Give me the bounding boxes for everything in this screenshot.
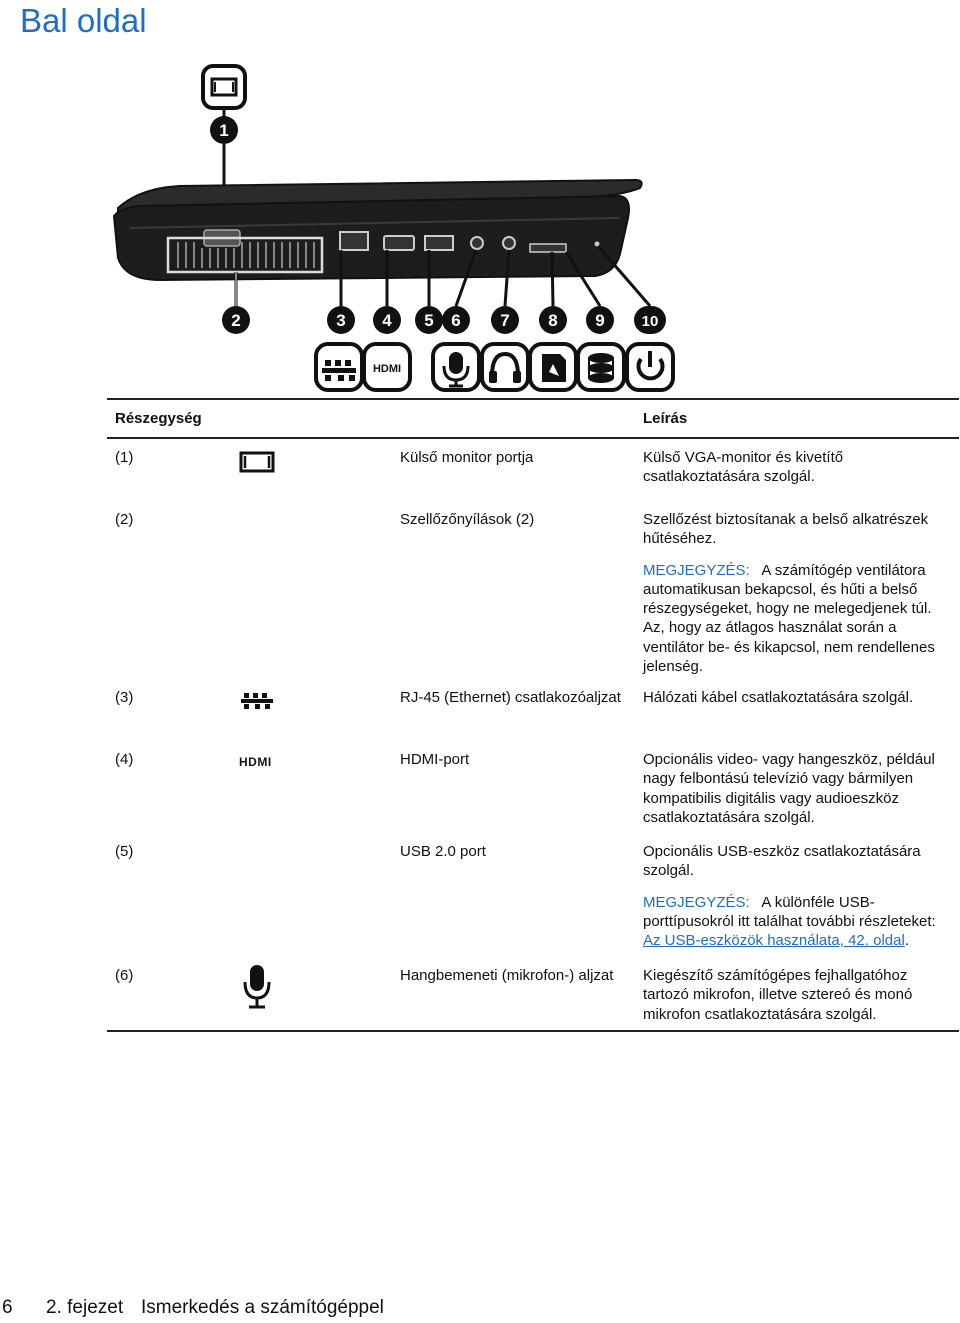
note-label: MEGJEGYZÉS: xyxy=(643,561,750,579)
page-title: Bal oldal xyxy=(20,2,147,39)
svg-text:9: 9 xyxy=(595,311,605,330)
component-name: Külső monitor portja xyxy=(400,449,534,466)
row-number: (6) xyxy=(115,967,134,984)
svg-text:3: 3 xyxy=(336,311,346,330)
component-description: Kiegészítő számítógépes fejhallgatóhoz tartozó mikrofon, illetve sztereó és monó mikrofon csatlakoztatására szolgál. xyxy=(643,967,913,1023)
note-text: A számítógép ventilátora automatikusan bekapcsol, és hűti a belső részegységeket, hogy ne melegedjenek túl. Az, hogy az átlagos használat során a ventilátor be- és kikapcsol, nem rendellenes jelenség. xyxy=(643,561,935,676)
svg-text:2: 2 xyxy=(231,311,241,330)
usb-devices-link[interactable]: Az USB-eszközök használata, 42. oldal xyxy=(643,932,905,950)
table-header xyxy=(107,398,959,439)
svg-text:7: 7 xyxy=(500,311,510,330)
table-row xyxy=(107,688,959,750)
svg-text:5: 5 xyxy=(424,311,434,330)
chapter-title: Ismerkedés a számítógéppel xyxy=(141,1297,384,1318)
table-row xyxy=(107,842,959,966)
component-description: Hálózati kábel csatlakoztatására szolgál. xyxy=(643,689,914,706)
component-name: USB 2.0 port xyxy=(400,843,486,860)
callout-10 xyxy=(634,306,666,334)
svg-text:4: 4 xyxy=(382,311,392,330)
callout-2 xyxy=(222,306,250,334)
svg-text:HDMI: HDMI xyxy=(372,363,402,375)
hdmi-icon: HDMI xyxy=(239,755,272,769)
component-name: Hangbemeneti (mikrofon-) aljzat xyxy=(400,967,614,984)
header-description: Leírás xyxy=(643,410,688,427)
network-icon xyxy=(316,344,362,390)
row-number: (3) xyxy=(115,689,134,706)
callout-9 xyxy=(586,306,614,334)
callout-1 xyxy=(210,116,238,144)
external-monitor-icon xyxy=(203,66,245,108)
components-table xyxy=(107,398,959,1032)
note-label: MEGJEGYZÉS: xyxy=(643,893,750,911)
table-row xyxy=(107,750,959,842)
component-description: Külső VGA-monitor és kivetítő csatlakoztatására szolgál. xyxy=(643,449,844,486)
callout-4 xyxy=(373,306,401,334)
sd-card-icon xyxy=(530,344,576,390)
row-number: (4) xyxy=(115,751,134,768)
page-number: 6 xyxy=(2,1297,13,1318)
microphone-icon xyxy=(433,344,479,390)
callout-3 xyxy=(327,306,355,334)
network-icon xyxy=(239,688,279,717)
note: MEGJEGYZÉS: A különféle USB-porttípusokról itt találhat további részleteket: Az USB-eszközök használata, 42. oldal. xyxy=(643,893,936,950)
component-name: Szellőzőnyílások (2) xyxy=(400,511,535,528)
svg-text:10: 10 xyxy=(641,313,659,330)
disk-activity-icon xyxy=(578,344,624,390)
component-name: RJ-45 (Ethernet) csatlakozóaljzat xyxy=(400,689,621,706)
callout-5 xyxy=(415,306,443,334)
component-description: Opcionális video- vagy hangeszköz, például nagy felbontású televízió vagy bármilyen kompatibilis digitális vagy audioeszköz csatlakoztatására szolgál. xyxy=(643,751,935,826)
callout-6 xyxy=(442,306,470,334)
external-monitor-icon xyxy=(239,448,279,479)
svg-text:6: 6 xyxy=(451,311,461,330)
callout-7 xyxy=(491,306,519,334)
power-icon xyxy=(627,344,673,390)
row-number: (2) xyxy=(115,511,134,528)
row-number: (5) xyxy=(115,843,134,860)
header-component: Részegység xyxy=(115,410,202,427)
component-description: Szellőzést biztosítanak a belső alkatrészek hűtéséhez. MEGJEGYZÉS: A számítógép ventilátora automatikusan bekapcsol, és hűti a belső részegységeket, hogy ne melegedjenek túl. Az, hogy az átlagos használat során a ventilátor be- és kikapcsol, nem rendellenes jelenség. xyxy=(643,510,948,688)
headphone-icon xyxy=(482,344,528,390)
table-row xyxy=(107,448,959,510)
table-row xyxy=(107,510,959,688)
microphone-icon xyxy=(239,966,279,1017)
chapter-label: 2. fejezet xyxy=(46,1297,124,1318)
laptop-left-side-illustration xyxy=(100,58,680,398)
callout-8 xyxy=(539,306,567,334)
table-row xyxy=(107,966,959,1030)
component-name: HDMI-port xyxy=(400,751,470,768)
hdmi-icon xyxy=(364,344,410,390)
svg-text:8: 8 xyxy=(548,311,558,330)
component-description: Opcionális USB-eszköz csatlakoztatására szolgál. MEGJEGYZÉS: A különféle USB-porttípusokról itt találhat további részleteket: Az USB-eszközök használata, 42. oldal. xyxy=(643,842,948,962)
note-text: A különféle USB-porttípusokról itt találhat további részleteket: xyxy=(643,893,936,930)
svg-text:1: 1 xyxy=(219,121,229,140)
note xyxy=(643,561,948,677)
row-number: (1) xyxy=(115,449,134,466)
